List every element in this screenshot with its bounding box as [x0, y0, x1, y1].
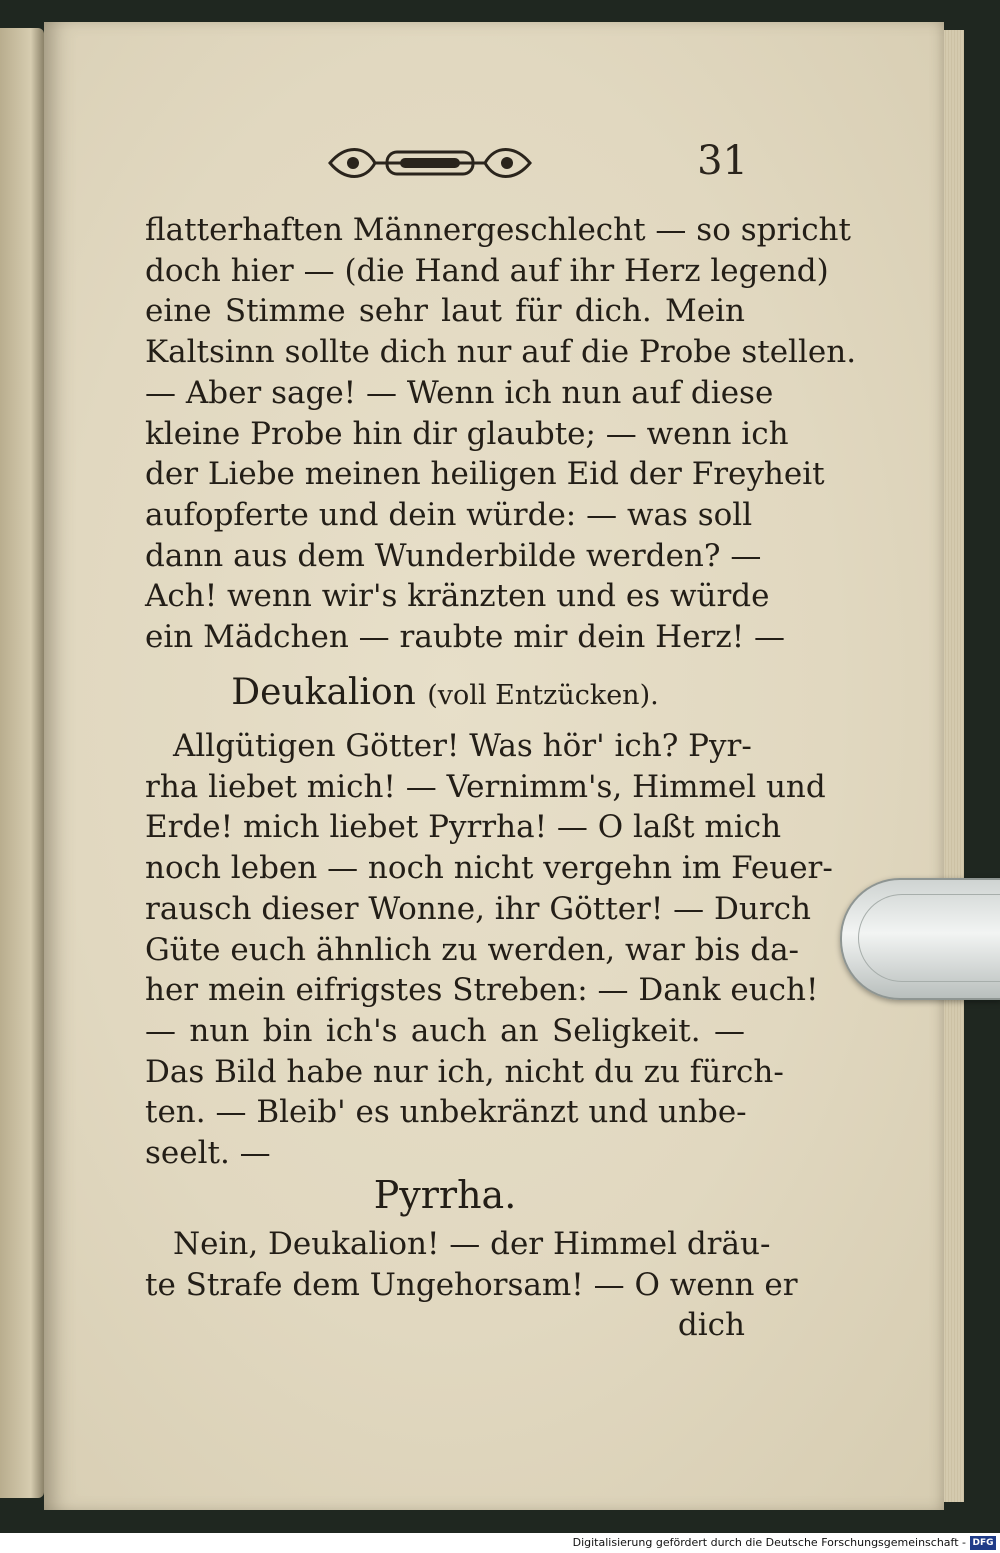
- text-line: eine Stimme sehr laut für dich. Mein: [145, 293, 745, 330]
- text-line: Ach! wenn wir's kränzten und es würde: [145, 578, 770, 615]
- text-line: Erde! mich liebet Pyrrha! — O laßt mich: [145, 809, 782, 846]
- footer-bar: [0, 1533, 1000, 1553]
- speaker-heading-deukalion: [145, 668, 745, 721]
- text-line: noch leben — noch nicht vergehn im Feuer-: [145, 850, 833, 887]
- text-line: Das Bild habe nur ich, nicht du zu fürch-: [145, 1053, 784, 1090]
- paragraph-3: [145, 1224, 798, 1346]
- text-line: te Strafe dem Ungehorsam! — O wenn er: [145, 1266, 798, 1303]
- bookmark-clip: [840, 878, 1000, 1000]
- page-number: 31: [697, 138, 748, 184]
- facing-page-edge: [0, 28, 44, 1498]
- page-block-edges: [944, 30, 964, 1502]
- text-line: — Aber sage! — Wenn ich nun auf diese: [145, 374, 774, 411]
- text-line: doch hier — (die Hand auf ihr Herz legend): [145, 252, 829, 289]
- stage-direction: (voll Entzücken).: [427, 680, 659, 711]
- text-line: Allgütigen Götter! Was hör' ich? Pyr-: [173, 728, 752, 764]
- text-line: rausch dieser Wonne, ihr Götter! — Durch: [145, 890, 811, 927]
- catchword: dich: [677, 1307, 745, 1344]
- text-line: her mein eifrigstes Streben: — Dank euch!: [145, 972, 819, 1009]
- text-line: dann aus dem Wunderbilde werden? —: [145, 537, 762, 574]
- text-line: Güte euch ähnlich zu werden, war bis da-: [145, 931, 800, 968]
- text-line: — nun bin ich's auch an Seligkeit. —: [145, 1012, 745, 1049]
- footer-credit: Digitalisierung gefördert durch die Deutsche Forschungsgemeinschaft -: [572, 1536, 966, 1549]
- text-line: ein Mädchen — raubte mir dein Herz! —: [145, 619, 786, 656]
- text-line: Kaltsinn sollte dich nur auf die Probe stellen.: [145, 334, 857, 371]
- paragraph-2: [145, 726, 833, 1174]
- text-line: seelt. —: [145, 1135, 271, 1172]
- text-line: flatterhaften Männergeschlecht — so spricht: [145, 212, 851, 248]
- text-line: rha liebet mich! — Vernimm's, Himmel und: [145, 768, 826, 805]
- text-line: kleine Probe hin dir glaubte; — wenn ich: [145, 415, 789, 452]
- paragraph-1: [145, 210, 857, 658]
- text-line: Nein, Deukalion! — der Himmel dräu-: [173, 1226, 771, 1262]
- speaker-heading-pyrrha: Pyrrha.: [373, 1173, 517, 1217]
- speaker-name: Deukalion: [231, 672, 416, 713]
- dfg-logo-icon: DFG: [970, 1536, 996, 1550]
- text-line: ten. — Bleib' es unbekränzt und unbe-: [145, 1094, 747, 1131]
- text-line: der Liebe meinen heiligen Eid der Freyheit: [145, 456, 825, 493]
- bookmark-clip-highlight: [858, 894, 1000, 982]
- text-line: aufopferte und dein würde: — was soll: [145, 496, 753, 533]
- ornament-icon: [325, 140, 535, 186]
